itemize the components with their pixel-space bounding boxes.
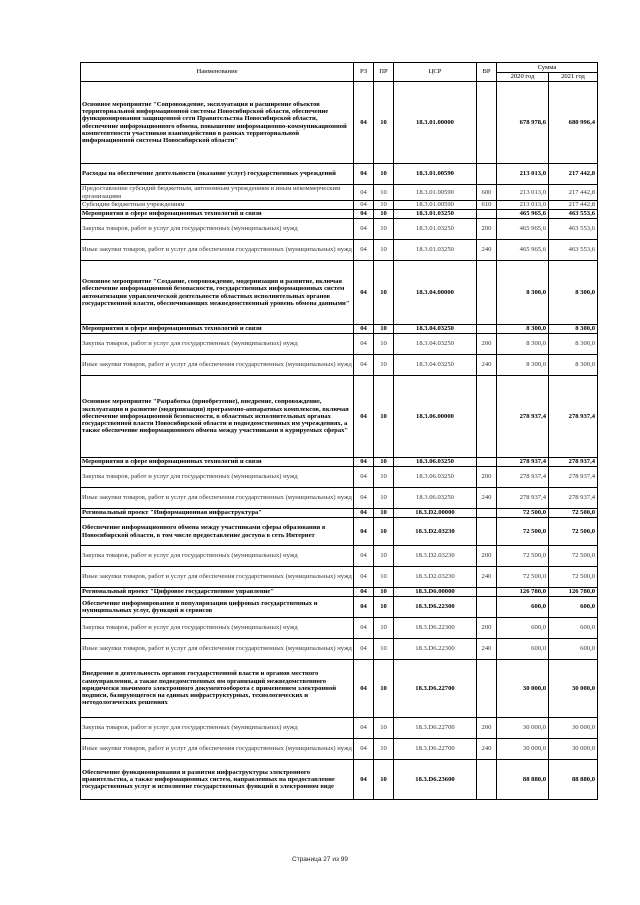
cell-sum-2021: 463 553,6	[549, 219, 598, 240]
cell-csr: 18.3.D6.00000	[394, 588, 477, 597]
cell-vr	[477, 597, 497, 618]
cell-vr: 240	[477, 488, 497, 509]
cell-name: Обеспечение функционирования и развития инфраструктуры электронного правительства, а также информационных систем, направленных на предоставление государственных услуг и исполнение государственных функций в электронном виде	[81, 760, 354, 800]
cell-name: Закупка товаров, работ и услуг для государственных (муниципальных) нужд	[81, 546, 354, 567]
table-row	[81, 546, 598, 567]
cell-sum-2021: 8 300,0	[549, 334, 598, 355]
cell-name: Расходы на обеспечение деятельности (оказание услуг) государственных учреждений	[81, 164, 354, 185]
table-row	[81, 518, 598, 546]
cell-sum-2020: 465 965,6	[497, 219, 549, 240]
header-rz: РЗ	[354, 63, 374, 82]
cell-vr: 240	[477, 567, 497, 588]
header-sum: Сумма	[497, 63, 598, 73]
table-row	[81, 760, 598, 800]
cell-sum-2021: 600,0	[549, 618, 598, 639]
header-pr: ПР	[374, 63, 394, 82]
cell-sum-2021: 72 500,0	[549, 518, 598, 546]
cell-vr	[477, 261, 497, 325]
cell-csr: 18.3.01.00000	[394, 82, 477, 164]
cell-vr: 600	[477, 185, 497, 201]
cell-rz: 04	[354, 546, 374, 567]
table-row	[81, 618, 598, 639]
cell-pr: 10	[374, 660, 394, 718]
cell-name: Иные закупки товаров, работ и услуг для обеспечения государственных (муниципальных) нужд	[81, 240, 354, 261]
cell-pr: 10	[374, 201, 394, 210]
cell-csr: 18.3.D2.00000	[394, 509, 477, 518]
cell-rz: 04	[354, 760, 374, 800]
cell-name: Иные закупки товаров, работ и услуг для обеспечения государственных (муниципальных) нужд	[81, 567, 354, 588]
budget-table-container	[80, 62, 597, 800]
table-row	[81, 325, 598, 334]
cell-sum-2021: 126 780,0	[549, 588, 598, 597]
table-row	[81, 739, 598, 760]
table-row	[81, 201, 598, 210]
cell-rz: 04	[354, 639, 374, 660]
cell-sum-2021: 278 937,4	[549, 458, 598, 467]
cell-sum-2020: 72 500,0	[497, 567, 549, 588]
cell-rz: 04	[354, 240, 374, 261]
cell-vr	[477, 760, 497, 800]
cell-pr: 10	[374, 618, 394, 639]
cell-sum-2020: 600,0	[497, 618, 549, 639]
table-row	[81, 639, 598, 660]
cell-rz: 04	[354, 355, 374, 376]
cell-vr: 240	[477, 355, 497, 376]
cell-csr: 18.3.06.00000	[394, 376, 477, 458]
cell-sum-2020: 600,0	[497, 597, 549, 618]
cell-name: Закупка товаров, работ и услуг для государственных (муниципальных) нужд	[81, 334, 354, 355]
cell-sum-2020: 600,0	[497, 639, 549, 660]
cell-name: Основное мероприятие "Сопровождение, эксплуатация и расширение объектов территориальной информационной системы Новосибирской области, обеспечение функционирования защищенной сети Правительства Новосибирской области, обеспечение информационного обмена, повышение информационно-коммуникационной компетентности участников взаимодействия в рамках территориальной информационной системы Новосибирской области"	[81, 82, 354, 164]
cell-name: Иные закупки товаров, работ и услуг для обеспечения государственных (муниципальных) нужд	[81, 739, 354, 760]
cell-sum-2021: 30 000,0	[549, 739, 598, 760]
cell-vr: 240	[477, 240, 497, 261]
cell-name: Субсидии бюджетным учреждениям	[81, 201, 354, 210]
table-row	[81, 355, 598, 376]
cell-rz: 04	[354, 718, 374, 739]
cell-csr: 18.3.01.03250	[394, 240, 477, 261]
cell-sum-2020: 278 937,4	[497, 467, 549, 488]
cell-name: Иные закупки товаров, работ и услуг для обеспечения государственных (муниципальных) нужд	[81, 355, 354, 376]
cell-pr: 10	[374, 597, 394, 618]
cell-sum-2020: 30 000,0	[497, 660, 549, 718]
cell-csr: 18.3.01.03250	[394, 219, 477, 240]
cell-pr: 10	[374, 164, 394, 185]
header-name: Наименование	[81, 63, 354, 82]
cell-rz: 04	[354, 509, 374, 518]
table-row	[81, 597, 598, 618]
cell-sum-2020: 72 500,0	[497, 509, 549, 518]
cell-sum-2020: 213 013,0	[497, 185, 549, 201]
table-row	[81, 567, 598, 588]
cell-pr: 10	[374, 210, 394, 219]
cell-pr: 10	[374, 261, 394, 325]
cell-rz: 04	[354, 597, 374, 618]
cell-pr: 10	[374, 518, 394, 546]
table-row	[81, 488, 598, 509]
cell-csr: 18.3.D6.22700	[394, 718, 477, 739]
cell-vr	[477, 660, 497, 718]
cell-vr: 610	[477, 201, 497, 210]
table-row	[81, 588, 598, 597]
cell-rz: 04	[354, 210, 374, 219]
cell-name: Закупка товаров, работ и услуг для государственных (муниципальных) нужд	[81, 718, 354, 739]
cell-rz: 04	[354, 219, 374, 240]
table-row	[81, 240, 598, 261]
cell-rz: 04	[354, 261, 374, 325]
cell-rz: 04	[354, 618, 374, 639]
cell-sum-2020: 278 937,4	[497, 488, 549, 509]
cell-sum-2021: 30 000,0	[549, 660, 598, 718]
cell-sum-2021: 278 937,4	[549, 467, 598, 488]
cell-name: Иные закупки товаров, работ и услуг для обеспечения государственных (муниципальных) нужд	[81, 488, 354, 509]
table-row	[81, 458, 598, 467]
cell-vr: 200	[477, 219, 497, 240]
cell-pr: 10	[374, 509, 394, 518]
cell-sum-2021: 8 300,0	[549, 261, 598, 325]
table-row	[81, 660, 598, 718]
cell-sum-2021: 278 937,4	[549, 376, 598, 458]
cell-sum-2021: 217 442,8	[549, 185, 598, 201]
cell-rz: 04	[354, 376, 374, 458]
table-row	[81, 509, 598, 518]
cell-pr: 10	[374, 82, 394, 164]
cell-rz: 04	[354, 201, 374, 210]
budget-table	[80, 62, 598, 800]
cell-rz: 04	[354, 467, 374, 488]
cell-rz: 04	[354, 185, 374, 201]
table-row	[81, 185, 598, 201]
cell-pr: 10	[374, 739, 394, 760]
table-row	[81, 334, 598, 355]
cell-sum-2020: 72 500,0	[497, 518, 549, 546]
cell-pr: 10	[374, 488, 394, 509]
cell-sum-2021: 72 500,0	[549, 509, 598, 518]
cell-rz: 04	[354, 325, 374, 334]
table-row	[81, 718, 598, 739]
cell-sum-2020: 88 880,0	[497, 760, 549, 800]
table-row	[81, 82, 598, 164]
cell-rz: 04	[354, 518, 374, 546]
cell-csr: 18.3.04.03250	[394, 355, 477, 376]
cell-csr: 18.3.01.00590	[394, 201, 477, 210]
cell-csr: 18.3.04.03250	[394, 325, 477, 334]
cell-sum-2021: 88 880,0	[549, 760, 598, 800]
cell-name: Закупка товаров, работ и услуг для государственных (муниципальных) нужд	[81, 467, 354, 488]
cell-rz: 04	[354, 588, 374, 597]
cell-csr: 18.3.06.03250	[394, 458, 477, 467]
cell-sum-2021: 217 442,8	[549, 164, 598, 185]
cell-rz: 04	[354, 488, 374, 509]
cell-rz: 04	[354, 82, 374, 164]
cell-sum-2020: 8 300,0	[497, 325, 549, 334]
cell-name: Мероприятия в сфере информационных технологий и связи	[81, 458, 354, 467]
cell-sum-2020: 8 300,0	[497, 355, 549, 376]
header-vr: ВР	[477, 63, 497, 82]
table-body	[81, 82, 598, 800]
cell-pr: 10	[374, 546, 394, 567]
cell-csr: 18.3.D6.23600	[394, 760, 477, 800]
cell-vr: 240	[477, 739, 497, 760]
cell-csr: 18.3.04.00000	[394, 261, 477, 325]
cell-name: Основное мероприятие "Разработка (приобретение), внедрение, сопровождение, эксплуатация и развитие (модернизация) программно-аппаратных комплексов, включая обеспечение информационной безопасности, в областных исполнительных органах государственной власти Новосибирской области и подведомственных им учреждениях, а также обеспечение информационного обмена между участниками в курируемых сферах"	[81, 376, 354, 458]
cell-pr: 10	[374, 567, 394, 588]
table-row	[81, 261, 598, 325]
cell-pr: 10	[374, 325, 394, 334]
cell-vr	[477, 588, 497, 597]
cell-vr: 240	[477, 639, 497, 660]
table-row	[81, 164, 598, 185]
table-header	[81, 63, 598, 82]
cell-sum-2021: 680 996,4	[549, 82, 598, 164]
cell-csr: 18.3.D6.22700	[394, 739, 477, 760]
cell-pr: 10	[374, 760, 394, 800]
cell-sum-2021: 600,0	[549, 639, 598, 660]
cell-pr: 10	[374, 355, 394, 376]
cell-sum-2020: 213 013,0	[497, 164, 549, 185]
cell-vr	[477, 458, 497, 467]
cell-pr: 10	[374, 334, 394, 355]
cell-csr: 18.3.D6.22300	[394, 639, 477, 660]
cell-name: Внедрение в деятельность органов государственной власти и органов местного самоуправления, а также подведомственных им организаций межведомственного юридически значимого электронного документооборота с применением электронной подписи, базирующегося на единых инфраструктурных, технологических и методологических решениях	[81, 660, 354, 718]
table-row	[81, 376, 598, 458]
cell-csr: 18.3.D2.03230	[394, 567, 477, 588]
cell-csr: 18.3.01.00590	[394, 164, 477, 185]
page-number: Страница 27 из 99	[292, 856, 348, 863]
cell-vr	[477, 210, 497, 219]
cell-csr: 18.3.D6.22700	[394, 660, 477, 718]
header-year-2021: 2021 год	[549, 73, 598, 82]
cell-sum-2020: 30 000,0	[497, 718, 549, 739]
cell-csr: 18.3.01.00590	[394, 185, 477, 201]
cell-sum-2021: 217 442,8	[549, 201, 598, 210]
cell-name: Обеспечение информирования и популяризации цифровых государственных и муниципальных услуг, функций и сервисов	[81, 597, 354, 618]
cell-rz: 04	[354, 660, 374, 718]
cell-sum-2021: 278 937,4	[549, 488, 598, 509]
cell-name: Мероприятия в сфере информационных технологий и связи	[81, 210, 354, 219]
cell-vr: 200	[477, 467, 497, 488]
cell-pr: 10	[374, 639, 394, 660]
cell-pr: 10	[374, 240, 394, 261]
header-year-2020: 2020 год	[497, 73, 549, 82]
cell-sum-2021: 72 500,0	[549, 546, 598, 567]
cell-csr: 18.3.06.03250	[394, 467, 477, 488]
cell-rz: 04	[354, 164, 374, 185]
cell-vr: 200	[477, 618, 497, 639]
cell-name: Иные закупки товаров, работ и услуг для обеспечения государственных (муниципальных) нужд	[81, 639, 354, 660]
cell-csr: 18.3.D6.22300	[394, 618, 477, 639]
cell-name: Региональный проект "Информационная инфраструктура"	[81, 509, 354, 518]
cell-csr: 18.3.01.03250	[394, 210, 477, 219]
cell-name: Мероприятия в сфере информационных технологий и связи	[81, 325, 354, 334]
cell-vr	[477, 509, 497, 518]
cell-pr: 10	[374, 219, 394, 240]
cell-pr: 10	[374, 185, 394, 201]
cell-csr: 18.3.06.03250	[394, 488, 477, 509]
table-row	[81, 467, 598, 488]
cell-sum-2020: 8 300,0	[497, 261, 549, 325]
table-row	[81, 210, 598, 219]
cell-sum-2020: 30 000,0	[497, 739, 549, 760]
cell-rz: 04	[354, 458, 374, 467]
cell-csr: 18.3.04.03250	[394, 334, 477, 355]
cell-vr	[477, 164, 497, 185]
cell-sum-2021: 463 553,6	[549, 210, 598, 219]
cell-vr	[477, 82, 497, 164]
cell-sum-2020: 72 500,0	[497, 546, 549, 567]
cell-rz: 04	[354, 334, 374, 355]
cell-vr: 200	[477, 718, 497, 739]
cell-name: Основное мероприятие "Создание, сопровождение, модернизация и развитие, включая обеспечение информационной безопасности, государственных информационных систем автоматизации управленческой деятельности областных исполнительных органов государственной власти, обеспечивающих межведомственный уровень обмена данными"	[81, 261, 354, 325]
cell-vr	[477, 518, 497, 546]
cell-sum-2021: 8 300,0	[549, 355, 598, 376]
cell-sum-2021: 72 500,0	[549, 567, 598, 588]
cell-sum-2021: 463 553,6	[549, 240, 598, 261]
cell-name: Закупка товаров, работ и услуг для государственных (муниципальных) нужд	[81, 219, 354, 240]
cell-csr: 18.3.D2.03230	[394, 546, 477, 567]
cell-csr: 18.3.D2.03230	[394, 518, 477, 546]
cell-pr: 10	[374, 467, 394, 488]
table-row	[81, 219, 598, 240]
cell-sum-2020: 465 965,6	[497, 240, 549, 261]
cell-vr	[477, 376, 497, 458]
cell-vr: 200	[477, 334, 497, 355]
cell-sum-2020: 278 937,4	[497, 376, 549, 458]
cell-pr: 10	[374, 588, 394, 597]
cell-name: Региональный проект "Цифровое государственное управление"	[81, 588, 354, 597]
cell-pr: 10	[374, 458, 394, 467]
cell-name: Закупка товаров, работ и услуг для государственных (муниципальных) нужд	[81, 618, 354, 639]
header-csr: ЦСР	[394, 63, 477, 82]
cell-vr: 200	[477, 546, 497, 567]
cell-sum-2021: 30 000,0	[549, 718, 598, 739]
cell-sum-2020: 278 937,4	[497, 458, 549, 467]
cell-sum-2020: 213 013,0	[497, 201, 549, 210]
cell-name: Обеспечение информационного обмена между участниками сферы образования в Новосибирской области, в том числе предоставление доступа в сеть Интернет	[81, 518, 354, 546]
cell-sum-2020: 678 978,6	[497, 82, 549, 164]
cell-sum-2020: 126 780,0	[497, 588, 549, 597]
cell-vr	[477, 325, 497, 334]
cell-pr: 10	[374, 718, 394, 739]
cell-sum-2020: 8 300,0	[497, 334, 549, 355]
cell-sum-2020: 465 965,6	[497, 210, 549, 219]
cell-rz: 04	[354, 567, 374, 588]
cell-pr: 10	[374, 376, 394, 458]
cell-rz: 04	[354, 739, 374, 760]
cell-sum-2021: 600,0	[549, 597, 598, 618]
cell-name: Предоставление субсидий бюджетным, автономным учреждениям и иным некоммерческим организациям	[81, 185, 354, 201]
cell-csr: 18.3.D6.22300	[394, 597, 477, 618]
cell-sum-2021: 8 300,0	[549, 325, 598, 334]
